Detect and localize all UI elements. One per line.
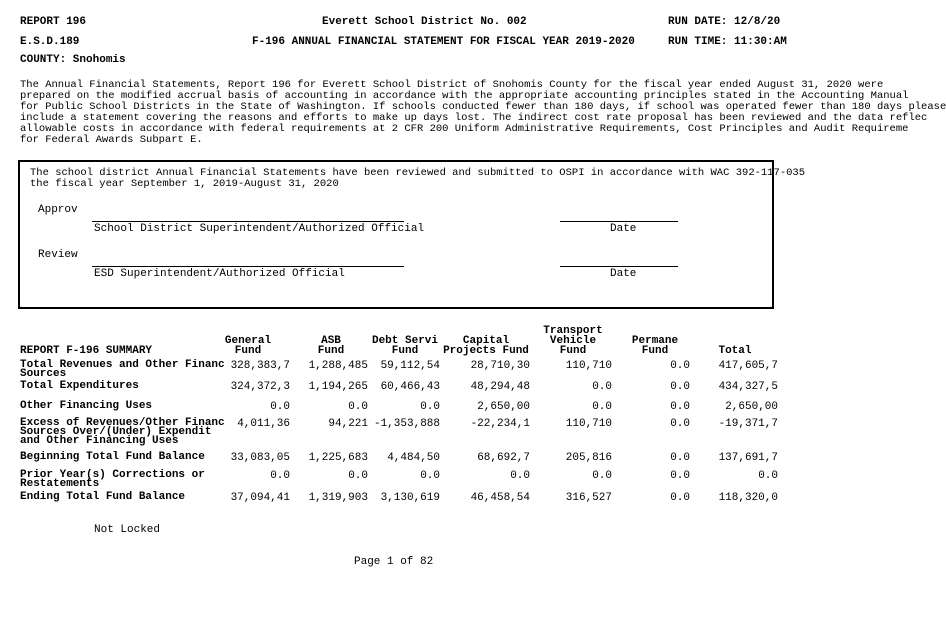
- report-number: REPORT 196: [20, 16, 87, 28]
- table-cell: 1,194,265: [308, 381, 368, 393]
- approved-signature-label: School District Superintendent/Authorized Official: [94, 223, 425, 235]
- intro-line: for Public School Districts in the State of Washington. If schools conducted fewer than 180 days, if school was operated fewer than 180 days please: [20, 101, 946, 113]
- run-date: RUN DATE: 12/8/20: [668, 16, 781, 28]
- column-header: Fund: [641, 345, 669, 357]
- approved-label: Approv: [38, 204, 78, 216]
- approved-date-label: Date: [610, 223, 637, 235]
- table-cell: 0.0: [670, 452, 690, 464]
- table-cell: 417,605,7: [718, 360, 778, 372]
- lock-status: Not Locked: [94, 524, 161, 536]
- intro-paragraph: [20, 79, 946, 146]
- table-cell: 0.0: [510, 470, 530, 482]
- reviewed-signature-line[interactable]: [92, 266, 404, 267]
- table-cell: 0.0: [420, 401, 440, 413]
- intro-line: include a statement covering the reasons and efforts to make up days lost. The indirect cost rate proposal has been reviewed and the data reflec: [20, 112, 928, 124]
- summary-title: REPORT F-196 SUMMARY: [20, 345, 153, 357]
- table-cell: 2,650,00: [477, 401, 530, 413]
- approved-date-line[interactable]: [560, 221, 678, 222]
- intro-line: The Annual Financial Statements, Report 196 for Everett School District of Snohomis County for the fiscal year ended August 31, 2020 were: [20, 79, 884, 91]
- table-cell: 0.0: [592, 470, 612, 482]
- table-cell: 0.0: [420, 470, 440, 482]
- row-label: Ending Total Fund Balance: [20, 491, 186, 503]
- page-number: Page 1 of 82: [354, 556, 434, 568]
- column-header: Projects Fund: [443, 345, 529, 357]
- table-cell: 2,650,00: [725, 401, 778, 413]
- column-header: Fund: [559, 345, 587, 357]
- table-cell: 110,710: [565, 360, 612, 372]
- row-label: Total Expenditures: [20, 380, 139, 392]
- table-cell: 328,383,7: [230, 360, 290, 372]
- column-header: Debt Servi: [371, 335, 438, 347]
- row-label: Prior Year(s) Corrections or: [20, 469, 205, 481]
- table-cell: 110,710: [565, 418, 612, 430]
- table-cell: 0.0: [348, 470, 368, 482]
- table-cell: 0.0: [758, 470, 778, 482]
- table-cell: 1,319,903: [308, 492, 368, 504]
- report-title: F-196 ANNUAL FINANCIAL STATEMENT FOR FISCAL YEAR 2019-2020: [252, 36, 635, 48]
- table-cell: 0.0: [670, 381, 690, 393]
- table-cell: 60,466,43: [380, 381, 440, 393]
- column-header: Fund: [234, 345, 262, 357]
- column-header: ASB: [321, 335, 341, 347]
- approved-signature-line[interactable]: [92, 221, 404, 222]
- certification-line-1: The school district Annual Financial Statements have been reviewed and submitted to OSPI in accordance with WAC 392-117-035: [30, 167, 806, 179]
- county-label: COUNTY: Snohomis: [20, 54, 126, 66]
- table-cell: 137,691,7: [718, 452, 778, 464]
- table-cell: 0.0: [592, 381, 612, 393]
- table-cell: 1,225,683: [308, 452, 368, 464]
- column-header: Fund: [391, 345, 419, 357]
- table-cell: 68,692,7: [477, 452, 530, 464]
- column-header: General: [224, 335, 272, 347]
- column-header: Permane: [631, 335, 679, 347]
- reviewed-signature-label: ESD Superintendent/Authorized Official: [94, 268, 345, 280]
- table-cell: 33,083,05: [230, 452, 290, 464]
- table-cell: 0.0: [670, 401, 690, 413]
- run-time: RUN TIME: 11:30:AM: [668, 36, 787, 48]
- table-cell: 0.0: [592, 401, 612, 413]
- table-cell: 0.0: [670, 360, 690, 372]
- table-cell: 0.0: [670, 418, 690, 430]
- column-header: Fund: [317, 345, 345, 357]
- table-cell: 28,710,30: [470, 360, 530, 372]
- table-cell: 46,458,54: [470, 492, 530, 504]
- table-cell: 4,484,50: [387, 452, 440, 464]
- esd-number: E.S.D.189: [20, 36, 80, 48]
- column-header: Vehicle: [549, 335, 597, 347]
- table-cell: 1,288,485: [308, 360, 368, 372]
- row-label: Total Revenues and Other Financ: [20, 359, 225, 371]
- table-cell: 37,094,41: [230, 492, 290, 504]
- column-header: Transport: [543, 325, 603, 337]
- intro-line: allowable costs in accordance with federal requirements at 2 CFR 200 Uniform Administrative Requirements, Cost Principles and Audit Requireme: [20, 123, 909, 135]
- column-header: Total: [718, 345, 752, 357]
- row-label: and Other Financing Uses: [20, 435, 179, 447]
- table-cell: 94,221: [328, 418, 368, 430]
- certification-box: [18, 160, 806, 309]
- row-label: Beginning Total Fund Balance: [20, 451, 205, 463]
- reviewed-label: Review: [38, 249, 78, 261]
- intro-line: for Federal Awards Subpart E.: [20, 134, 203, 146]
- table-cell: 0.0: [270, 470, 290, 482]
- certification-line-2: the fiscal year September 1, 2019-August 31, 2020: [30, 178, 339, 190]
- row-label: Sources Over/(Under) Expendit: [20, 426, 212, 438]
- table-cell: 0.0: [670, 470, 690, 482]
- table-cell: 316,527: [565, 492, 612, 504]
- table-cell: 59,112,54: [380, 360, 440, 372]
- reviewed-date-label: Date: [610, 268, 637, 280]
- table-cell: -1,353,888: [373, 418, 440, 430]
- row-label: Excess of Revenues/Other Financ: [20, 417, 225, 429]
- table-cell: 434,327,5: [718, 381, 778, 393]
- table-cell: 0.0: [270, 401, 290, 413]
- table-cell: 0.0: [670, 492, 690, 504]
- table-cell: 118,320,0: [718, 492, 778, 504]
- table-cell: -22,234,1: [470, 418, 530, 430]
- table-cell: 0.0: [348, 401, 368, 413]
- table-cell: 324,372,3: [230, 381, 290, 393]
- table-cell: 3,130,619: [380, 492, 440, 504]
- column-header: Capital: [462, 335, 510, 347]
- district-name: Everett School District No. 002: [322, 16, 527, 28]
- table-cell: 48,294,48: [470, 381, 530, 393]
- row-label: Other Financing Uses: [20, 400, 153, 412]
- row-label: Sources: [20, 368, 67, 380]
- row-label: Restatements: [20, 478, 100, 490]
- table-cell: -19,371,7: [718, 418, 778, 430]
- table-cell: 205,816: [565, 452, 612, 464]
- table-cell: 4,011,36: [237, 418, 290, 430]
- intro-line: prepared on the modified accrual basis of accounting in accordance with the appropriate accounting principles stated in the Accounting Manual: [20, 90, 909, 102]
- reviewed-date-line[interactable]: [560, 266, 678, 267]
